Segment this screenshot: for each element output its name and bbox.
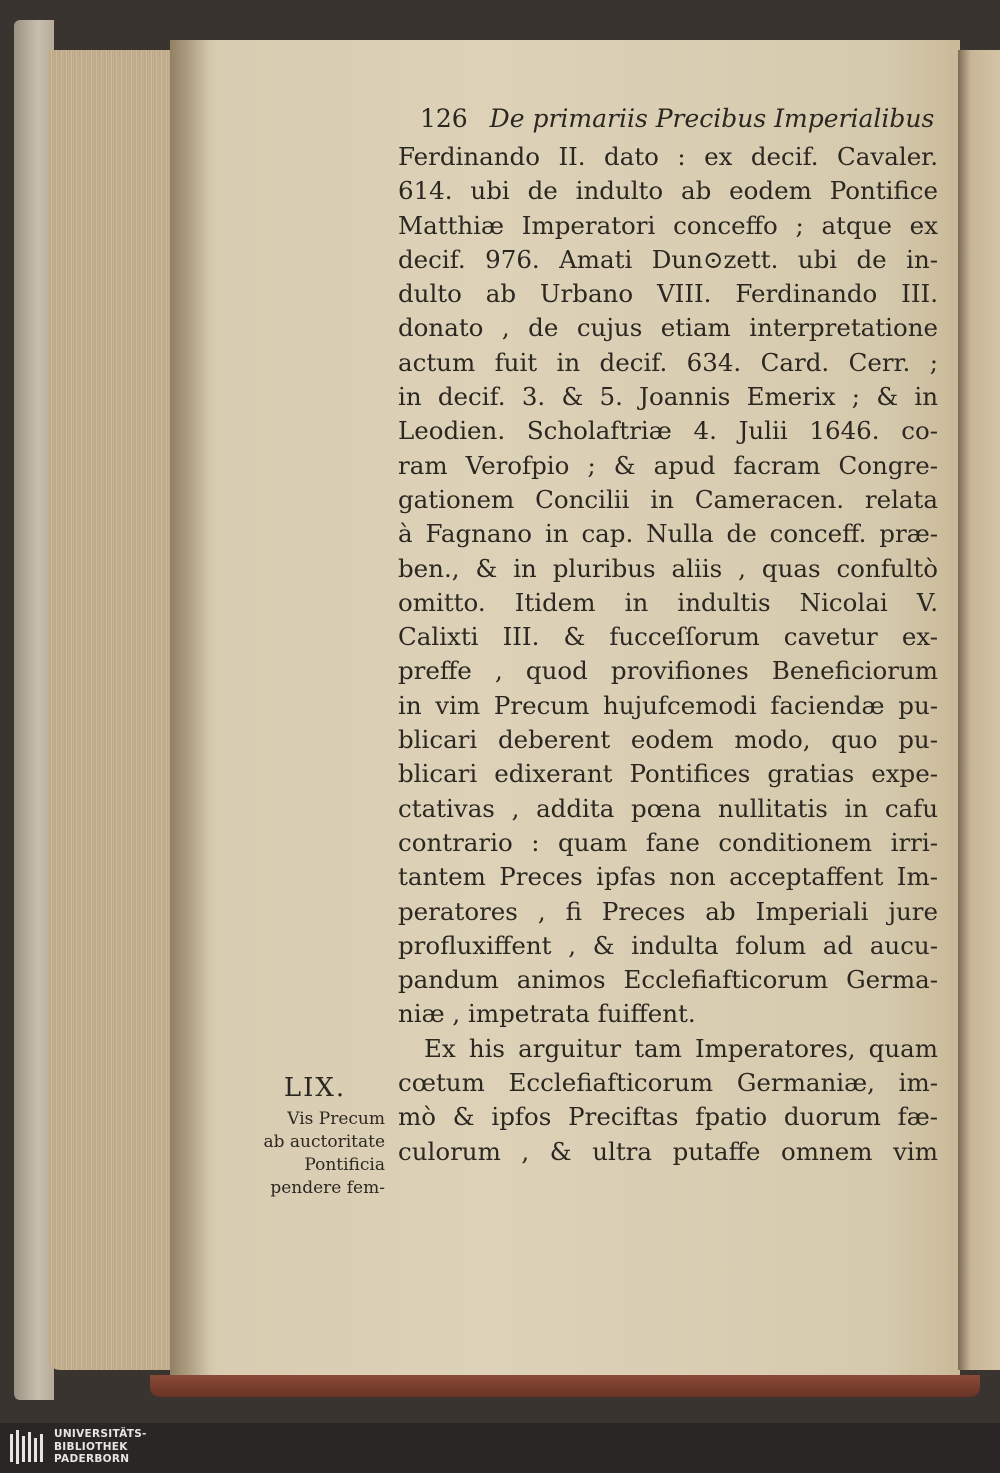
- text-line: peratores , fi Preces ab Imperiali jure: [398, 896, 938, 926]
- text-line: niæ , impetrata fuiffent.: [398, 999, 696, 1029]
- text-line: Matthiæ Imperatori conceffo ; atque ex: [398, 210, 938, 240]
- text-line: culorum , & ultra putaffe omnem vim: [398, 1136, 938, 1166]
- text-line: actum fuit in decif. 634. Card. Cerr. ;: [398, 347, 938, 377]
- text-line: contrario : quam fane conditionem irri-: [398, 827, 938, 857]
- text-line: profluxiffent , & indulta folum ad aucu-: [398, 930, 938, 960]
- margin-note-line: Vis Precum: [287, 1109, 385, 1129]
- running-header: [420, 104, 935, 138]
- text-line: blicari deberent eodem modo, quo pu-: [398, 725, 938, 755]
- margin-note-line: ab auctoritate: [263, 1132, 385, 1152]
- facing-page-edge: [958, 50, 1000, 1370]
- text-line: donato , de cujus etiam interpretatione: [398, 313, 938, 343]
- book-spine-bottom: [150, 1375, 980, 1397]
- library-name: [54, 1428, 147, 1466]
- library-logo-icon: [8, 1428, 48, 1468]
- text-line: ram Verofpio ; & apud facram Congre-: [398, 450, 938, 480]
- text-line: à Fagnano in cap. Nulla de conceff. præ-: [398, 519, 938, 549]
- main-text-block: [398, 140, 938, 1169]
- page-edges: [48, 50, 173, 1370]
- text-line: dulto ab Urbano VIII. Ferdinando III.: [398, 279, 938, 309]
- text-line: ben., & in pluribus aliis , quas confultò: [398, 553, 938, 583]
- text-line: Ex his arguitur tam Imperatores, quam: [424, 1033, 938, 1063]
- text-line: in decif. 3. & 5. Joannis Emerix ; & in: [398, 382, 938, 412]
- text-line: Leodien. Scholaftriæ 4. Julii 1646. co-: [398, 416, 938, 446]
- text-line: ctativas , addita pœna nullitatis in cafu: [398, 793, 938, 823]
- text-line: omitto. Itidem in indultis Nicolai V.: [398, 587, 938, 617]
- text-line: pandum animos Ecclefiafticorum Germa-: [398, 965, 938, 995]
- logo-line: UNIVERSITÄTS-: [54, 1428, 147, 1440]
- text-line: gationem Concilii in Cameracen. relata: [398, 484, 938, 514]
- marginal-note: [245, 1068, 385, 1200]
- text-line: Ferdinando II. dato : ex decif. Cavaler.: [398, 142, 938, 171]
- text-line: in vim Precum hujufcemodi faciendæ pu-: [398, 690, 938, 720]
- page-number: 126: [420, 104, 468, 133]
- text-line: 614. ubi de indulto ab eodem Pontifice: [398, 176, 938, 206]
- margin-note-line: pendere fem-: [270, 1178, 385, 1198]
- text-line: preffe , quod provifiones Beneficiorum: [398, 656, 938, 686]
- running-title: De primariis Precibus Imperialibus: [489, 104, 935, 133]
- library-footer: [0, 1423, 1000, 1473]
- logo-line: PADERBORN: [54, 1453, 130, 1465]
- text-line: blicari edixerant Pontifices gratias expe-: [398, 759, 938, 789]
- text-line: tantem Preces ipfas non acceptaffent Im-: [398, 862, 938, 892]
- text-line: cœtum Ecclefiafticorum Germaniæ, im-: [398, 1068, 938, 1098]
- section-number: LIX.: [283, 1073, 347, 1103]
- text-line: decif. 976. Amati Dun⊙zett. ubi de in-: [398, 244, 938, 274]
- page-gutter-shadow: [170, 40, 210, 1385]
- logo-line: BIBLIOTHEK: [54, 1440, 128, 1453]
- text-line: mò & ipfos Preciftas fpatio duorum fæ-: [398, 1102, 938, 1132]
- text-line: Calixti III. & fucceſſorum cavetur ex-: [398, 622, 938, 652]
- margin-note-line: Pontificia: [304, 1155, 385, 1175]
